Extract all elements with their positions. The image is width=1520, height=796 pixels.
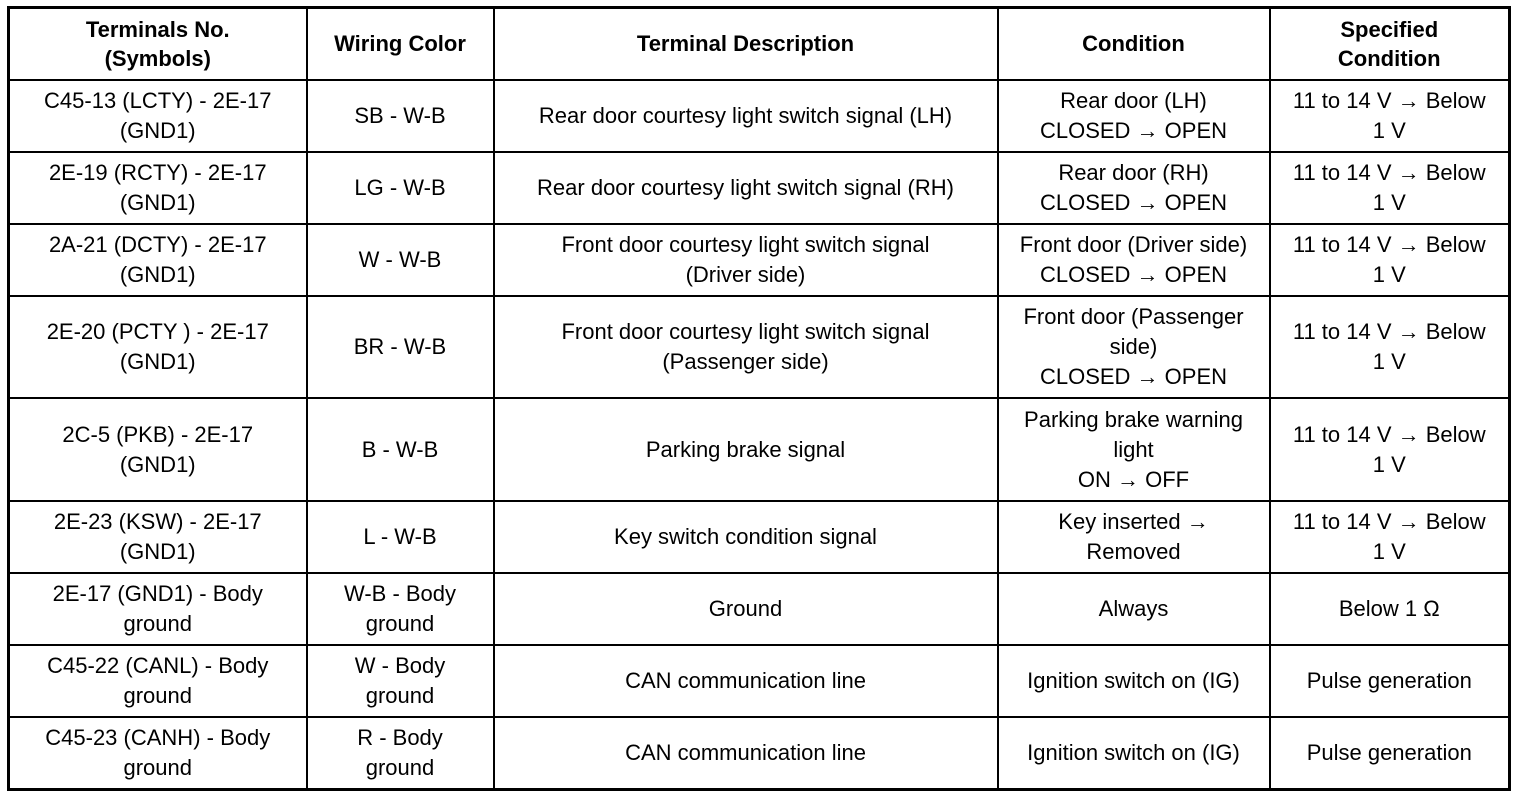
header-terminal-description: Terminal Description <box>494 8 998 80</box>
cell-terminal: C45-23 (CANH) - Body ground <box>9 717 307 789</box>
cell-terminal: C45-13 (LCTY) - 2E-17 (GND1) <box>9 80 307 152</box>
cell-description: Rear door courtesy light switch signal (RH) <box>494 152 998 224</box>
cell-condition: Rear door (LH) CLOSED → OPEN <box>998 80 1270 152</box>
cell-terminal: 2C-5 (PKB) - 2E-17 (GND1) <box>9 398 307 500</box>
cell-terminal: 2A-21 (DCTY) - 2E-17 (GND1) <box>9 224 307 296</box>
cell-description: Key switch condition signal <box>494 501 998 573</box>
cell-terminal: 2E-23 (KSW) - 2E-17 (GND1) <box>9 501 307 573</box>
table-row <box>9 645 1510 717</box>
terminal-spec-table <box>7 6 1511 791</box>
cell-description: Rear door courtesy light switch signal (LH) <box>494 80 998 152</box>
cell-specified: Pulse generation <box>1270 717 1510 789</box>
cell-specified: 11 to 14 V → Below 1 V <box>1270 80 1510 152</box>
cell-wiring-color: W - Body ground <box>307 645 494 717</box>
cell-condition: Ignition switch on (IG) <box>998 717 1270 789</box>
cell-wiring-color: LG - W-B <box>307 152 494 224</box>
cell-condition: Rear door (RH) CLOSED → OPEN <box>998 152 1270 224</box>
cell-condition: Front door (Driver side) CLOSED → OPEN <box>998 224 1270 296</box>
cell-terminal: 2E-19 (RCTY) - 2E-17 (GND1) <box>9 152 307 224</box>
header-terminals: Terminals No. (Symbols) <box>9 8 307 80</box>
header-specified-condition: Specified Condition <box>1270 8 1510 80</box>
cell-wiring-color: R - Body ground <box>307 717 494 789</box>
cell-wiring-color: BR - W-B <box>307 296 494 398</box>
cell-description: Parking brake signal <box>494 398 998 500</box>
table-row <box>9 80 1510 152</box>
cell-specified: Pulse generation <box>1270 645 1510 717</box>
table-row <box>9 296 1510 398</box>
cell-terminal: C45-22 (CANL) - Body ground <box>9 645 307 717</box>
cell-terminal: 2E-17 (GND1) - Body ground <box>9 573 307 645</box>
table-row <box>9 717 1510 789</box>
cell-condition: Parking brake warning light ON → OFF <box>998 398 1270 500</box>
cell-condition: Always <box>998 573 1270 645</box>
cell-wiring-color: W - W-B <box>307 224 494 296</box>
table-row <box>9 152 1510 224</box>
cell-wiring-color: L - W-B <box>307 501 494 573</box>
cell-terminal: 2E-20 (PCTY ) - 2E-17 (GND1) <box>9 296 307 398</box>
cell-condition: Key inserted → Removed <box>998 501 1270 573</box>
cell-specified: 11 to 14 V → Below 1 V <box>1270 152 1510 224</box>
cell-wiring-color: W-B - Body ground <box>307 573 494 645</box>
terminal-spec-table-wrapper <box>7 6 1508 791</box>
table-row <box>9 398 1510 500</box>
header-condition: Condition <box>998 8 1270 80</box>
cell-specified: 11 to 14 V → Below 1 V <box>1270 296 1510 398</box>
cell-specified: 11 to 14 V → Below 1 V <box>1270 398 1510 500</box>
cell-specified: Below 1 Ω <box>1270 573 1510 645</box>
header-wiring-color: Wiring Color <box>307 8 494 80</box>
cell-description: CAN communication line <box>494 717 998 789</box>
cell-description: Front door courtesy light switch signal (Driver side) <box>494 224 998 296</box>
cell-description: Ground <box>494 573 998 645</box>
table-row <box>9 224 1510 296</box>
cell-condition: Ignition switch on (IG) <box>998 645 1270 717</box>
table-header-row <box>9 8 1510 80</box>
cell-description: CAN communication line <box>494 645 998 717</box>
cell-specified: 11 to 14 V → Below 1 V <box>1270 501 1510 573</box>
table-row <box>9 501 1510 573</box>
table-row <box>9 573 1510 645</box>
cell-condition: Front door (Passenger side) CLOSED → OPEN <box>998 296 1270 398</box>
cell-description: Front door courtesy light switch signal (Passenger side) <box>494 296 998 398</box>
cell-specified: 11 to 14 V → Below 1 V <box>1270 224 1510 296</box>
cell-wiring-color: SB - W-B <box>307 80 494 152</box>
cell-wiring-color: B - W-B <box>307 398 494 500</box>
